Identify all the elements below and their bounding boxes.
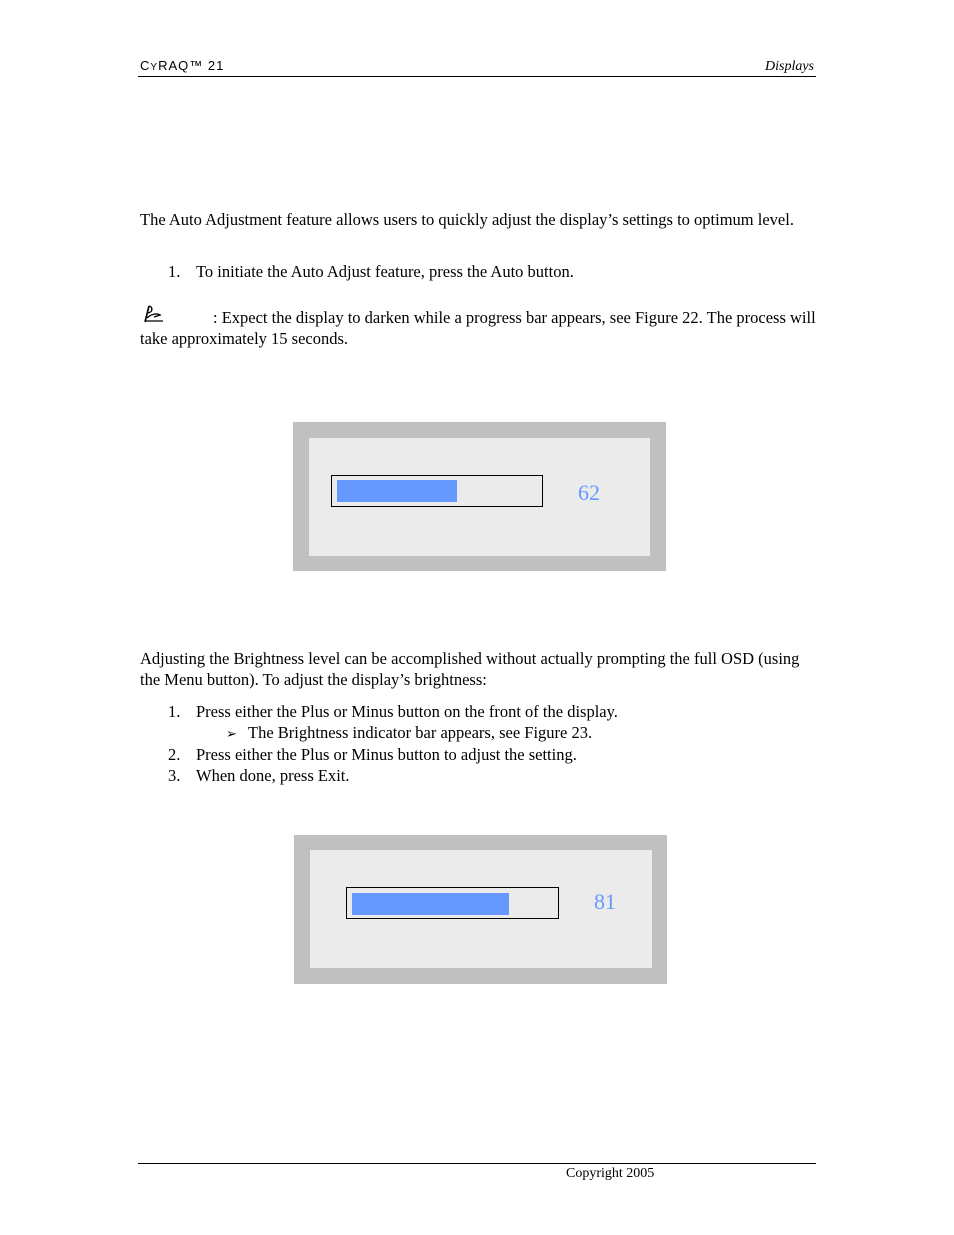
list-item: 2. Press either the Plus or Minus button to adjust the setting. <box>168 745 577 764</box>
figure-23-osd <box>294 835 667 984</box>
list-item: 3. When done, press Exit. <box>168 766 350 785</box>
note-text: : Expect the display to darken while a progress bar appears, see Figure 22. The process will take approximately 15 seconds. <box>140 308 816 348</box>
brightness-intro: Adjusting the Brightness level can be accomplished without actually prompting the full OSD (using the Menu button). To adjust the display’s brightness: <box>140 649 800 689</box>
brightness-bar <box>346 887 559 919</box>
osd-panel <box>309 438 650 556</box>
figure-22-osd <box>293 422 666 571</box>
auto-adjust-intro: The Auto Adjustment feature allows users to quickly adjust the display’s settings to optimum level. <box>140 210 794 229</box>
list-item: 1. To initiate the Auto Adjust feature, press the Auto button. <box>168 262 574 281</box>
footer-copyright: Copyright 2005 <box>566 1166 655 1181</box>
progress-value: 62 <box>578 480 600 505</box>
header-section-name: Displays <box>765 59 814 74</box>
arrow-bullet-icon: ➢ <box>226 727 237 742</box>
brightness-value: 81 <box>594 889 616 914</box>
progress-bar-fill <box>337 480 457 502</box>
brightness-bar-fill <box>352 893 509 915</box>
osd-panel <box>310 850 652 968</box>
header-product-name: CYRAQ™ 21 <box>140 58 225 73</box>
progress-bar <box>331 475 543 507</box>
footer-rule <box>138 1163 816 1164</box>
header-rule <box>138 76 816 77</box>
list-item: 1. Press either the Plus or Minus button on the front of the display. <box>168 702 618 721</box>
sub-list-item: ➢ The Brightness indicator bar appears, see Figure 23. <box>226 722 592 745</box>
